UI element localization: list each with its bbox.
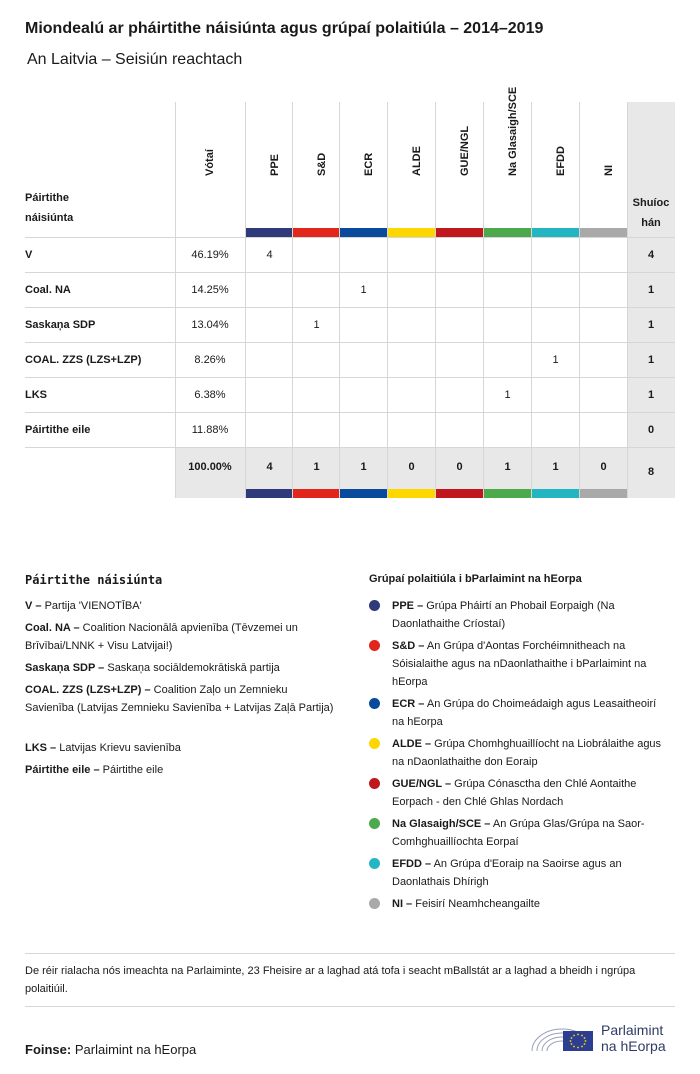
- party-name: COAL. ZZS (LZS+LZP): [25, 354, 142, 366]
- group-color-bar: [484, 489, 531, 498]
- seats-header: [627, 193, 675, 233]
- logo-text: [601, 1022, 666, 1054]
- seat-table: [0, 0, 700, 500]
- grid-line: [25, 237, 675, 238]
- group-total: 1: [313, 461, 320, 473]
- party-legend-abbr: LKS –: [25, 742, 57, 754]
- party-name: Coal. NA: [25, 284, 71, 296]
- group-color-bar: [388, 228, 435, 237]
- group-legend-item: [392, 597, 667, 633]
- grid-line: [435, 102, 436, 498]
- page-subtitle: An Laitvia – Seisiún reachtach: [27, 51, 243, 68]
- group-header: Na Glasaigh/SCE: [506, 86, 519, 176]
- seat-cell: 1: [552, 354, 559, 366]
- group-color-dot: [369, 698, 380, 709]
- group-header: GUE/NGL: [458, 125, 471, 176]
- party-header-line2: náisiúnta: [25, 212, 74, 224]
- group-legend-abbr: PPE –: [392, 600, 424, 612]
- grid-line: [579, 102, 580, 498]
- parties-legend-heading: Páirtithe náisiúnta: [25, 573, 163, 587]
- group-color-dot: [369, 778, 380, 789]
- group-header: PPE: [268, 153, 281, 176]
- group-legend-abbr: ALDE –: [392, 738, 432, 750]
- group-legend-item: [392, 637, 667, 691]
- votes-header: Vótaí: [204, 149, 216, 176]
- seat-cell: 1: [360, 284, 367, 296]
- logo-line1: Parlaimint: [601, 1022, 664, 1038]
- group-color-bar: [436, 228, 483, 237]
- grid-line: [25, 272, 675, 273]
- party-legend-item: [25, 619, 335, 655]
- party-legend-text: Coalition Nacionālā apvienība (Tēvzemei un Brīvībai/LNNK + Visu Latvijai!): [25, 622, 298, 652]
- group-legend-text: Grúpa Cónasctha den Chlé Aontaithe Eorpach - den Chlé Ghlas Nordach: [392, 778, 637, 808]
- group-color-dot: [369, 738, 380, 749]
- group-color-bar: [580, 489, 627, 498]
- footnote: De réir rialacha nós imeachta na Parlaiminte, 23 Fheisire ar a laghad atá tofa i seacht mBallstát ar a laghad a bheidh i ngrúpa polaitiúil.: [25, 965, 636, 995]
- seat-cell: 4: [266, 249, 273, 261]
- party-header-line1: Páirtithe: [25, 192, 70, 204]
- group-total: 1: [504, 461, 511, 473]
- party-legend-abbr: Páirtithe eile –: [25, 764, 100, 776]
- group-legend-item: [392, 775, 667, 811]
- group-legend-text: Grúpa Pháirtí an Phobail Eorpaigh (Na Daonlathaithe Críostaí): [392, 600, 615, 630]
- logo-line2: na hEorpa: [601, 1038, 666, 1054]
- group-color-bar: [532, 489, 579, 498]
- group-color-dot: [369, 818, 380, 829]
- grid-line: [25, 307, 675, 308]
- group-legend-abbr: EFDD –: [392, 858, 432, 870]
- group-total: 1: [552, 461, 559, 473]
- seat-total: 0: [647, 424, 655, 436]
- vote-share: 14.25%: [191, 284, 229, 296]
- group-legend-abbr: Na Glasaigh/SCE –: [392, 818, 491, 830]
- vote-share: 13.04%: [191, 319, 229, 331]
- grid-line: [531, 102, 532, 498]
- vote-share: 8.26%: [194, 354, 226, 366]
- group-legend-text: Grúpa Chomhghuaillíocht na Liobrálaithe agus na nDaonlathaithe don Eoraip: [392, 738, 662, 768]
- group-legend-abbr: GUE/NGL –: [392, 778, 452, 790]
- source-text: Parlaimint na hEorpa: [71, 1042, 197, 1057]
- group-legend-item: [392, 815, 667, 851]
- party-name: Saskaņa SDP: [25, 319, 96, 331]
- party-legend-abbr: COAL. ZZS (LZS+LZP) –: [25, 684, 151, 696]
- group-header: EFDD: [554, 146, 567, 176]
- groups-legend-heading: Grúpaí polaitiúla i bParlaimint na hEorpa: [369, 573, 582, 585]
- party-legend-item: [25, 659, 335, 677]
- grid-line: [292, 102, 293, 498]
- group-header: ALDE: [410, 146, 423, 176]
- group-header: NI: [602, 165, 615, 176]
- group-color-bar: [388, 489, 435, 498]
- group-legend-item: [392, 895, 667, 913]
- group-total: 0: [600, 461, 607, 473]
- grid-line: [25, 342, 675, 343]
- grid-line: [25, 447, 675, 448]
- group-legend-item: [392, 855, 667, 891]
- group-color-bar: [293, 489, 340, 498]
- seats-header-line1: Shuíoc: [632, 197, 670, 209]
- party-legend-text: Partija 'VIENOTĪBA': [41, 600, 142, 612]
- group-total: 0: [456, 461, 463, 473]
- group-color-dot: [369, 640, 380, 651]
- group-total: 0: [408, 461, 415, 473]
- group-color-dot: [369, 858, 380, 869]
- group-header: ECR: [362, 152, 375, 176]
- hemicycle-icon: [528, 1015, 596, 1055]
- party-name: Páirtithe eile: [25, 424, 91, 436]
- party-legend-item: [25, 681, 335, 717]
- vote-share: 11.88%: [191, 424, 229, 436]
- seat-total: 4: [647, 249, 655, 261]
- group-color-bar: [484, 228, 531, 237]
- group-legend-text: An Grúpa d'Eoraip na Saoirse agus an Daonlathais Dhírigh: [392, 858, 622, 888]
- group-legend-text: An Grúpa d'Aontas Forchéimnitheach na Sóisialaithe agus na nDaonlathaithe i bParlaimint na hEorpa: [392, 640, 647, 688]
- group-legend-abbr: S&D –: [392, 640, 425, 652]
- party-legend-abbr: Coal. NA –: [25, 622, 80, 634]
- seat-cell: 1: [313, 319, 320, 331]
- party-legend-text: Coalition Zaļo un Zemnieku Savienība (Latvijas Zemnieku Savienība + Latvijas Zaļā Partija): [25, 684, 334, 714]
- grand-total: 8: [647, 466, 655, 478]
- party-legend-item: [25, 739, 335, 757]
- divider: [25, 953, 675, 954]
- party-legend-item: [25, 597, 335, 615]
- grid-line: [245, 102, 246, 498]
- group-color-bar: [246, 489, 293, 498]
- seats-column-bg: [627, 102, 675, 498]
- seats-header-line2: hán: [641, 217, 661, 229]
- party-legend-text: Latvijas Krievu savienība: [56, 742, 181, 754]
- group-legend-abbr: NI –: [392, 898, 413, 910]
- source-line: [25, 1042, 196, 1057]
- grid-line: [25, 412, 675, 413]
- group-legend-abbr: ECR –: [392, 698, 425, 710]
- group-color-bar: [532, 228, 579, 237]
- grid-line: [387, 102, 388, 498]
- group-legend-text: Feisirí Neamhcheangailte: [412, 898, 540, 910]
- vote-share: 6.38%: [194, 389, 226, 401]
- seat-total: 1: [647, 389, 655, 401]
- group-color-bar: [580, 228, 627, 237]
- seat-total: 1: [647, 319, 655, 331]
- group-color-bar: [436, 489, 483, 498]
- grid-line: [627, 102, 628, 498]
- group-header: S&D: [315, 152, 328, 176]
- party-name: V: [25, 249, 33, 261]
- party-legend-text: Saskaņa sociāldemokrātiskā partija: [104, 662, 280, 674]
- page-title: Miondealú ar pháirtithe náisiúnta agus grúpaí polaitiúla – 2014–2019: [25, 20, 544, 37]
- grid-line: [483, 102, 484, 498]
- total-votes: 100.00%: [188, 461, 232, 473]
- group-color-bar: [340, 228, 387, 237]
- party-legend-item: [25, 761, 335, 779]
- grid-line: [25, 377, 675, 378]
- source-label: Foinse:: [25, 1042, 72, 1057]
- party-legend-abbr: V –: [25, 600, 42, 612]
- group-color-bar: [246, 228, 293, 237]
- grid-line: [339, 102, 340, 498]
- group-legend-item: [392, 735, 667, 771]
- party-legend-abbr: Saskaņa SDP –: [25, 662, 105, 674]
- seat-total: 1: [647, 284, 655, 296]
- group-total: 1: [360, 461, 367, 473]
- group-legend-item: [392, 695, 667, 731]
- group-total: 4: [266, 461, 273, 473]
- party-legend-text: Páirtithe eile: [99, 764, 164, 776]
- group-legend-text: An Grúpa do Choimeádaigh agus Leasaitheoirí na hEorpa: [392, 698, 657, 728]
- party-header: [25, 188, 73, 228]
- group-color-dot: [369, 600, 380, 611]
- group-legend-text: An Grúpa Glas/Grúpa na Saor-Comhghuaillíochta Eorpaí: [392, 818, 645, 848]
- group-color-dot: [369, 898, 380, 909]
- vote-share: 46.19%: [191, 249, 229, 261]
- seat-cell: 1: [504, 389, 511, 401]
- group-color-bar: [293, 228, 340, 237]
- party-name: LKS: [25, 389, 47, 401]
- grid-line: [175, 102, 176, 498]
- group-color-bar: [340, 489, 387, 498]
- divider: [25, 1006, 675, 1007]
- seat-total: 1: [647, 354, 655, 366]
